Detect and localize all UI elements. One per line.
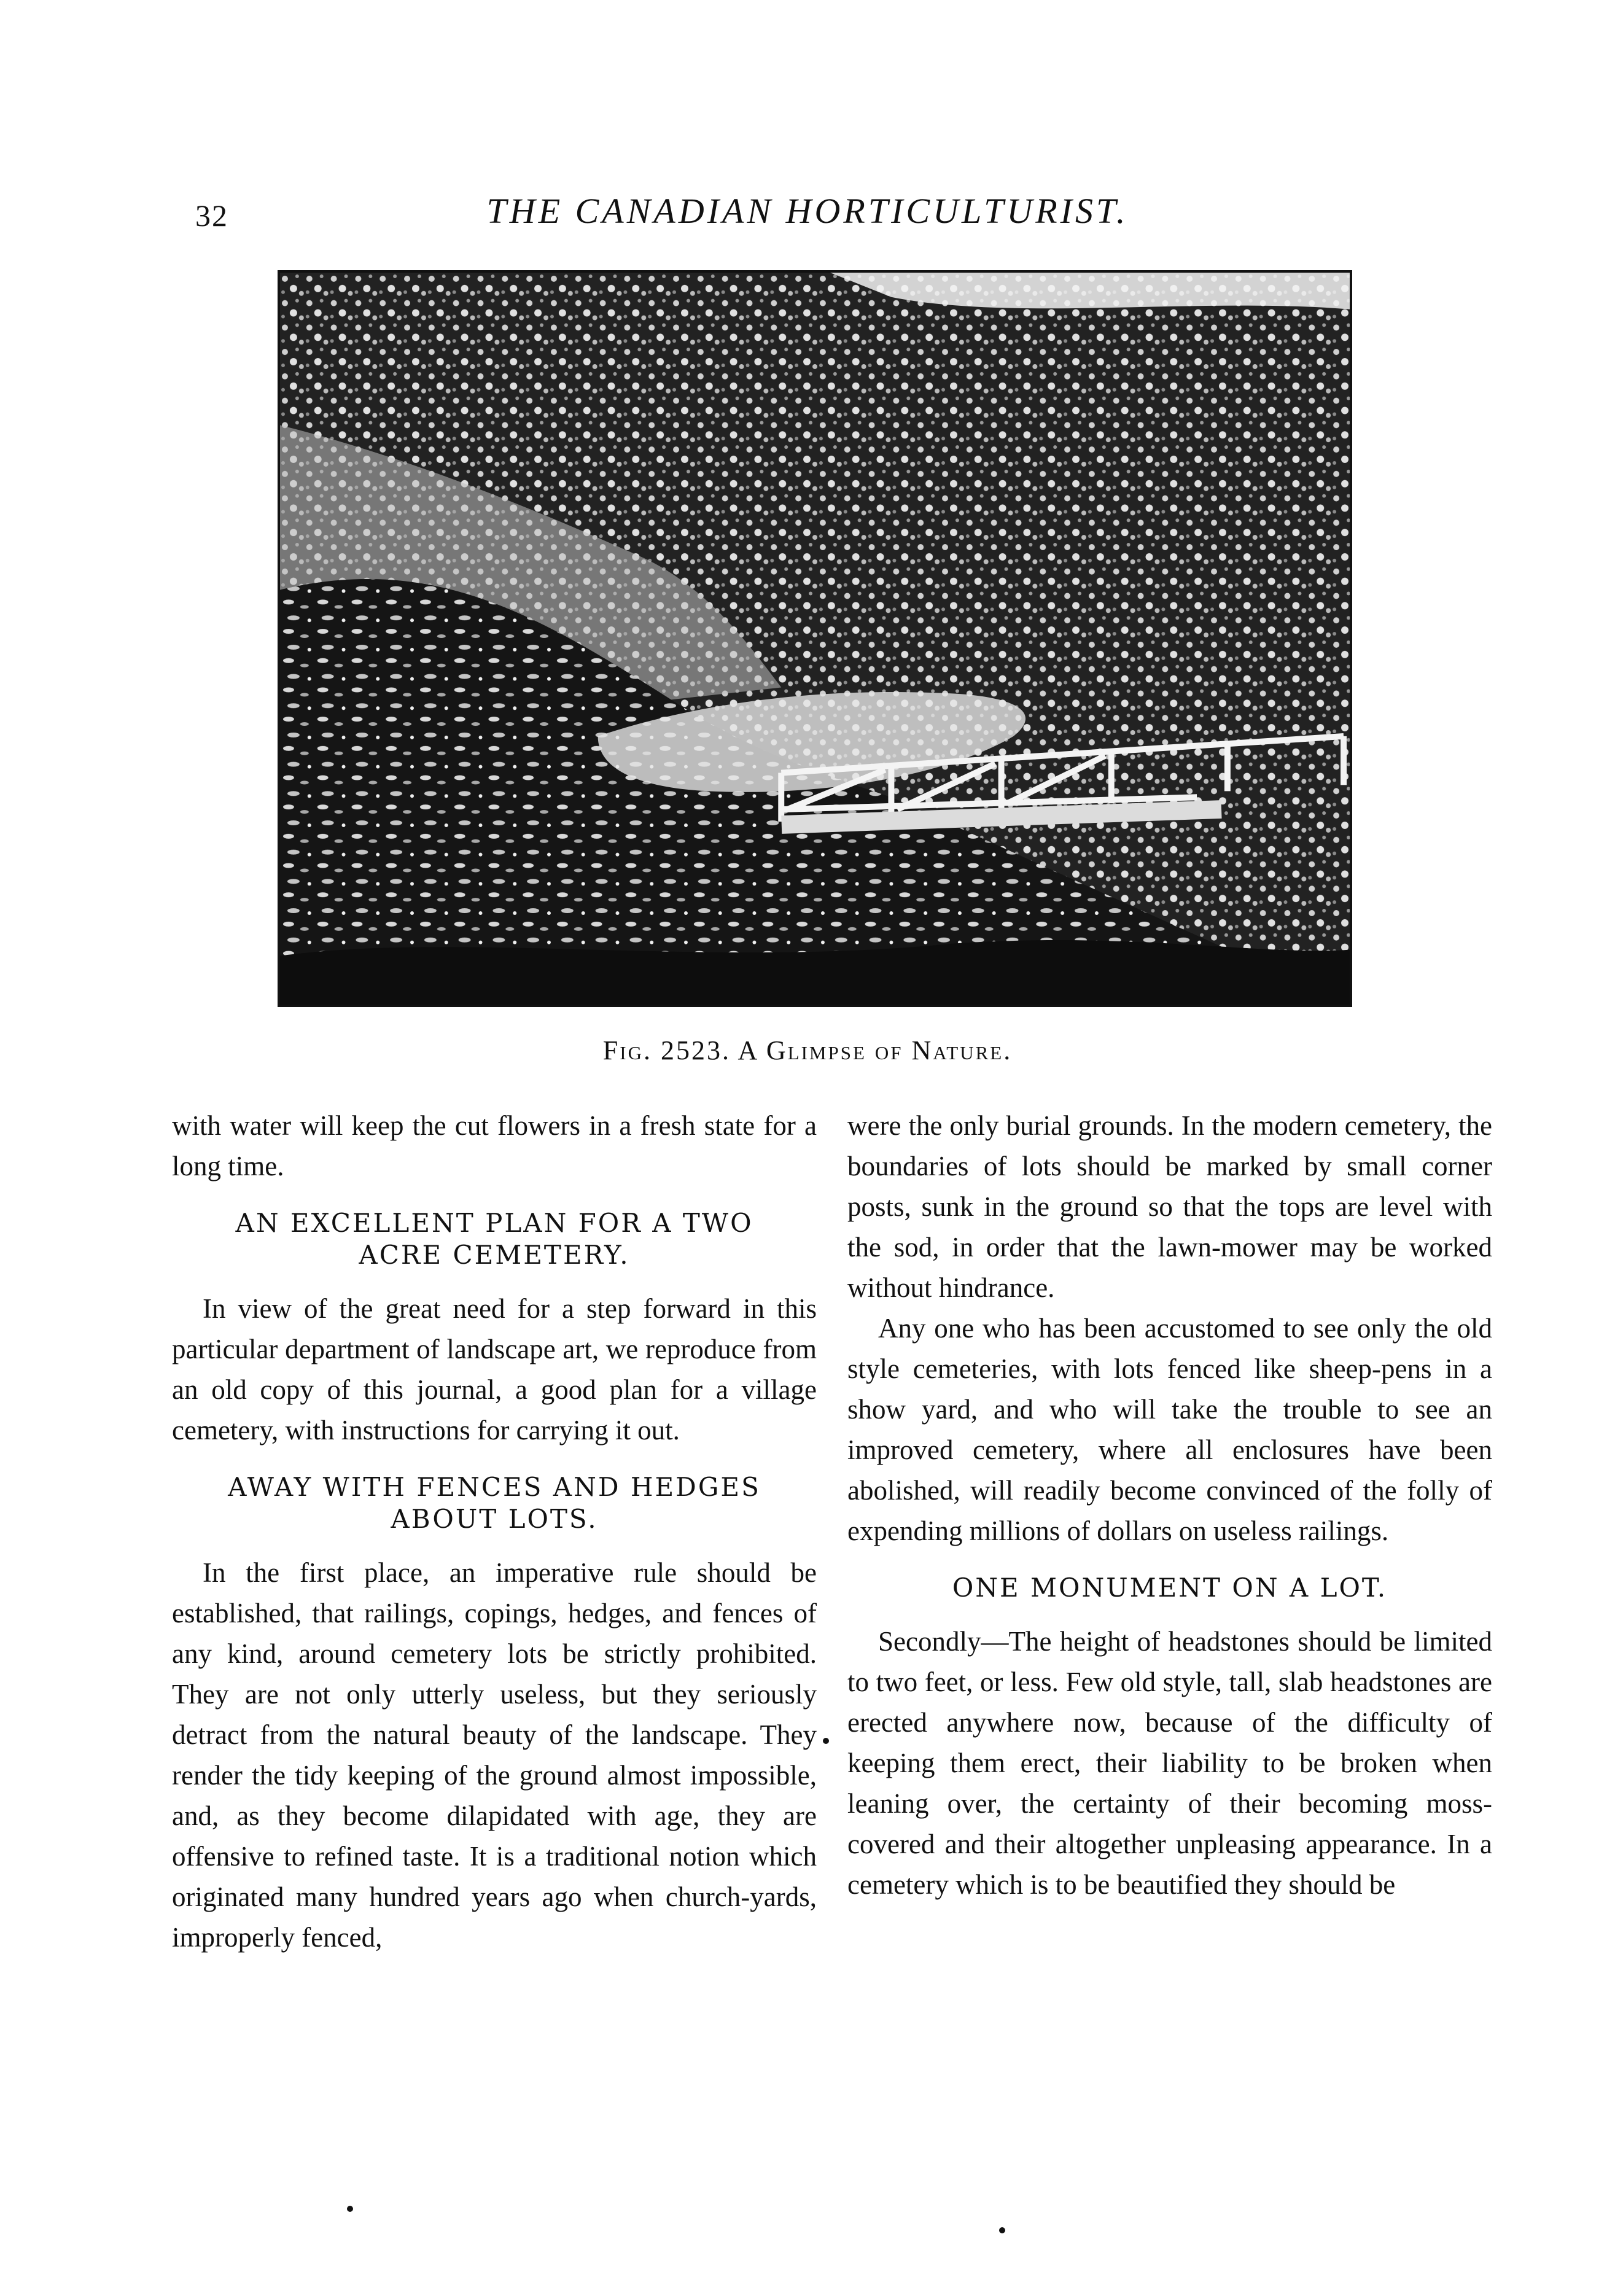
figure-caption: Fig. 2523. A Glimpse of Nature. xyxy=(602,1035,1013,1065)
paragraph-continued: were the only burial grounds. In the modern cemetery, the boundaries of lots should be marked by small corner posts, sunk in the ground so that the tops are level with the sod, in order that the lawn-mower may be worked without hindrance. xyxy=(847,1110,1492,1303)
figure-photo xyxy=(278,270,1352,1007)
paragraph: In view of the great need for a step forward in this particular department of landscape art, we reproduce from an old copy of this journal, a good plan for a village cemetery, with instructions for carrying it out. xyxy=(172,1293,817,1446)
section-heading-plan: AN EXCELLENT PLAN FOR A TWO ACRE CEMETERY. xyxy=(235,1208,753,1270)
nature-scene-illustration xyxy=(280,273,1350,1005)
print-speck xyxy=(823,1738,829,1744)
right-column xyxy=(847,1105,1492,1905)
print-speck xyxy=(347,2206,353,2212)
section-heading-monument: ONE MONUMENT ON A LOT. xyxy=(952,1573,1388,1603)
paragraph: Any one who has been accustomed to see only the old style cemeteries, with lots fenced like sheep-pens in a show yard, and who will take the trouble to see an improved cemetery, where all enclosures have been abolished, will readily become convinced of the folly of expending millions of dollars on useless railings. xyxy=(847,1313,1492,1546)
section-heading-fences: AWAY WITH FENCES AND HEDGES ABOUT LOTS. xyxy=(228,1472,761,1534)
paragraph: Secondly—The height of headstones should be limited to two feet, or less. Few old style, tall, slab headstones are erected anywhere now, because of the difficulty of keeping them erect, their liability to be broken when leaning over, the certainty of their becoming moss-covered and their altogether unpleasing appearance. In a cemetery which is to be beautified they should be xyxy=(847,1626,1492,1900)
paragraph: In the first place, an imperative rule should be established, that railings, copings, hedges, and fences of any kind, around cemetery lots be strictly prohibited. They are not only utterly useless, but they seriously detract from the natural beauty of the landscape. They render the tidy keeping of the ground almost impossible, and, as they become dilapidated with age, they are offensive to refined taste. It is a traditional notion which originated many hundred years ago when church-yards, improperly fenced, xyxy=(172,1557,817,1953)
left-column xyxy=(172,1105,817,1958)
paragraph-continued: with water will keep the cut flowers in a fresh state for a long time. xyxy=(172,1110,817,1181)
print-speck xyxy=(999,2227,1005,2233)
running-head: THE CANADIAN HORTICULTURIST. xyxy=(486,191,1129,231)
page-number: 32 xyxy=(195,198,228,233)
